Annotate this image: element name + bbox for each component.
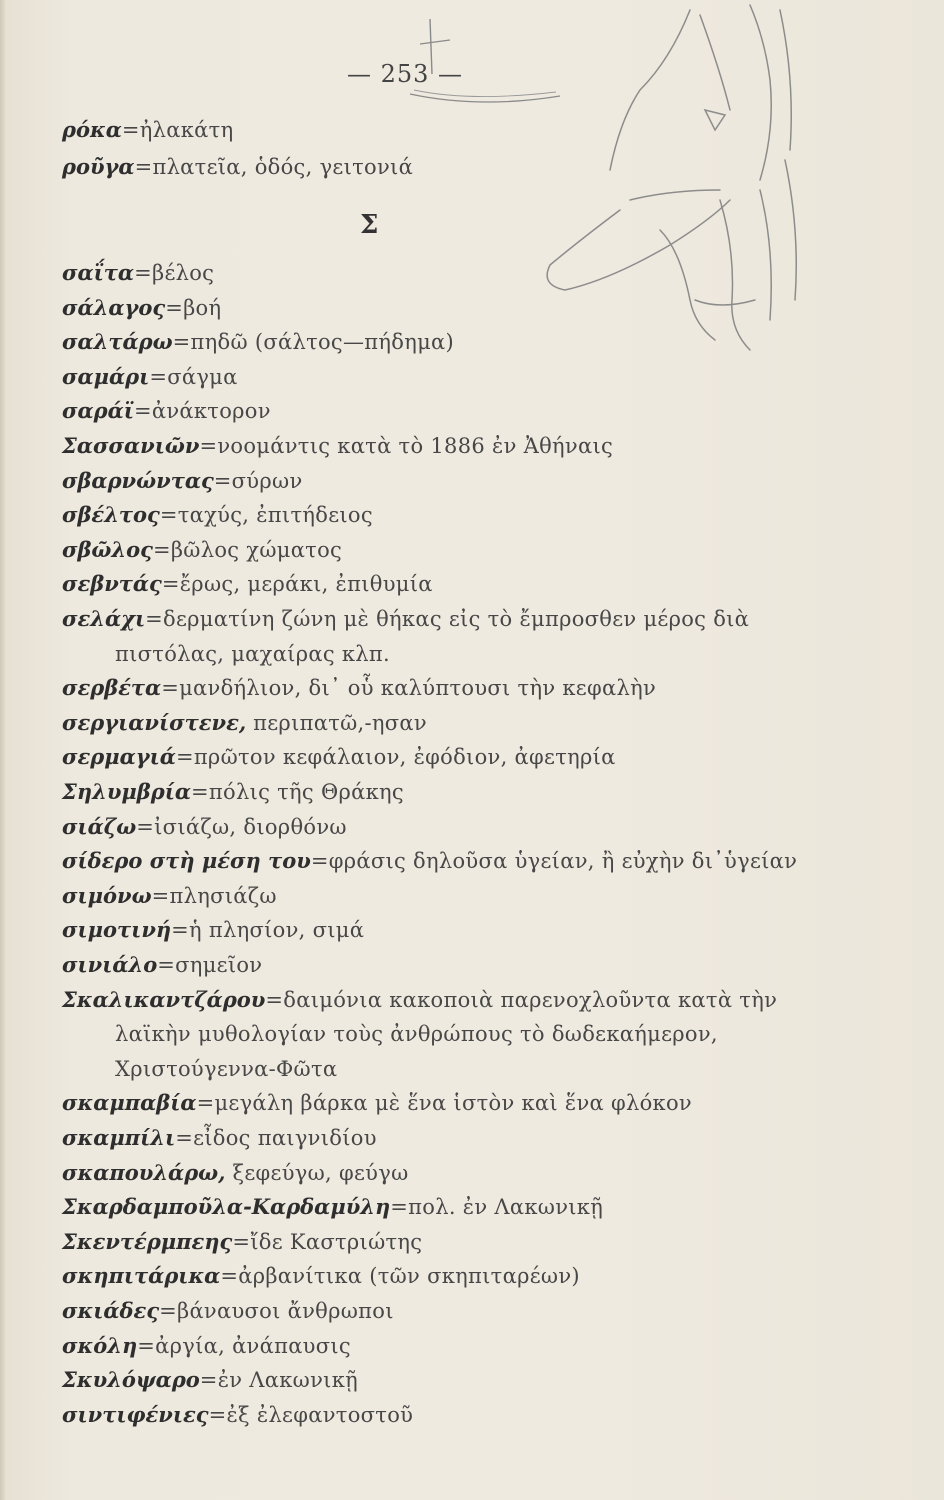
dictionary-entry xyxy=(62,569,433,599)
entry-definition: =σημεῖον xyxy=(157,953,263,977)
entry-definition: =ἀρβανίτικα (τῶν σκηπιταρέων) xyxy=(220,1264,580,1289)
entry-continuation-line xyxy=(115,639,390,669)
entry-definition: =σάγμα xyxy=(149,364,238,389)
entry-definition: =ἐξ ἐλεφαντοστοῦ xyxy=(208,1402,414,1427)
entry-headword: Σκυλόψαρο xyxy=(62,1367,200,1393)
entry-definition: =πρῶτον κεφάλαιον, ἐφόδιον, ἀφετηρία xyxy=(175,745,616,770)
entry-headword: σιμόνω xyxy=(62,882,152,908)
entry-definition: =νοομάντις κατὰ τὸ 1886 ἐν Ἀθήναις xyxy=(199,434,614,458)
dictionary-entry xyxy=(62,950,262,980)
entry-headword: σκαμπίλι xyxy=(62,1125,176,1150)
entry-definition: =ἴδε Καστριώτης xyxy=(232,1229,423,1254)
entry-headword: σίδερο στὴ μέση του xyxy=(62,848,311,874)
entry-headword: σαλτάρω xyxy=(62,329,173,355)
dictionary-entry xyxy=(62,500,373,530)
dictionary-entry xyxy=(62,258,214,288)
dictionary-entry xyxy=(62,1192,603,1222)
entry-definition: περιπατῶ,-ησαν xyxy=(246,710,427,735)
entry-headword: Σασσανιῶν xyxy=(62,433,200,458)
entry-definition: =δερματίνη ζώνη μὲ θήκας εἰς τὸ ἔμπροσθεν μέρος διὰ xyxy=(145,607,750,631)
dictionary-entry xyxy=(62,466,303,496)
entry-headword: σιμοτινή xyxy=(62,917,172,943)
dictionary-entry xyxy=(62,915,364,945)
entry-definition: =βέλος xyxy=(134,261,215,285)
entry-definition: =πλησιάζω xyxy=(151,883,277,908)
dictionary-entry xyxy=(62,396,271,426)
dictionary-entry xyxy=(62,777,404,807)
dictionary-entry xyxy=(62,1123,377,1153)
dictionary-entry xyxy=(62,115,233,145)
entry-headword: σκαπουλάρω, xyxy=(62,1159,226,1185)
entry-headword: σελάχι xyxy=(62,606,146,631)
dictionary-entry xyxy=(62,293,221,323)
entry-definition: =σύρων xyxy=(213,468,303,493)
entry-headword: σκόλη xyxy=(62,1332,138,1358)
entry-definition: =βῶλος χώματος xyxy=(152,537,343,562)
dictionary-entry xyxy=(62,362,238,392)
dictionary-entry xyxy=(62,1158,409,1188)
dictionary-entry xyxy=(62,708,427,738)
entry-headword: Σκαλικαντζάρου xyxy=(62,986,266,1012)
entry-headword: σαμάρι xyxy=(62,363,150,389)
dictionary-entry xyxy=(62,1296,394,1326)
entry-continuation-line xyxy=(115,1054,337,1084)
entry-headword: σαΐτα xyxy=(62,260,135,285)
entry-headword: σεβντάς xyxy=(62,571,162,597)
entry-headword: σβῶλος xyxy=(62,536,153,562)
dictionary-entry xyxy=(62,1227,422,1257)
entry-definition: =πλατεῖα, ὁδός, γειτονιά xyxy=(134,155,414,179)
section-letter-heading: Σ xyxy=(360,210,379,240)
dictionary-entry xyxy=(62,327,454,357)
page-binding-edge xyxy=(0,0,6,1500)
entry-headword: σιάζω xyxy=(62,813,137,839)
entry-definition: =μεγάλη βάρκα μὲ ἕνα ἱστὸν καὶ ἕνα φλόκον xyxy=(196,1091,692,1116)
entry-headword: Σκεντέρμπεης xyxy=(62,1228,233,1254)
entry-headword: σερμαγιά xyxy=(62,744,176,770)
dictionary-entry xyxy=(62,1365,358,1395)
entry-definition: =ἀργία, ἀνάπαυσις xyxy=(137,1333,351,1358)
entry-definition: =ἰσιάζω, διορθόνω xyxy=(136,814,347,839)
entry-definition: =πολ. ἐν Λακωνικῇ xyxy=(390,1195,604,1220)
dictionary-entry xyxy=(62,431,613,461)
dictionary-entry xyxy=(62,1331,351,1361)
pencil-sketch-icon xyxy=(520,0,820,380)
entry-headword: Σκαρδαμποῦλα-Καρδαμύλη xyxy=(62,1194,391,1220)
entry-headword: σβαρνώντας xyxy=(62,467,214,493)
entry-definition: =πόλις τῆς Θράκης xyxy=(191,780,404,804)
entry-definition: =βοή xyxy=(165,295,222,320)
entry-definition: =πηδῶ (σάλτος—πήδημα) xyxy=(172,330,455,355)
dictionary-entry xyxy=(62,985,777,1015)
entry-headword: σκιάδες xyxy=(62,1298,160,1323)
dictionary-entry xyxy=(62,673,656,703)
entry-definition: ξεφεύγω, φεύγω xyxy=(225,1160,409,1185)
dictionary-entry xyxy=(62,881,277,911)
entry-definition: =δαιμόνια κακοποιὰ παρενοχλοῦντα κατὰ τὴν xyxy=(265,987,778,1012)
entry-headword: σιντιφένιες xyxy=(62,1401,209,1427)
entry-headword: ροῦγα xyxy=(62,154,135,179)
entry-definition: =ἡ πλησίον, σιμά xyxy=(171,918,365,943)
entry-headword: σβέλτος xyxy=(62,502,160,528)
page-number: — 253 — xyxy=(346,60,464,88)
entry-headword: σαράϊ xyxy=(62,398,134,424)
entry-headword: ρόκα xyxy=(62,117,122,142)
dictionary-entry xyxy=(62,742,616,772)
dictionary-entry xyxy=(62,1088,692,1118)
entry-headword: Σηλυμβρία xyxy=(62,779,192,804)
entry-headword: σινιάλο xyxy=(62,952,158,977)
entry-definition: λαϊκὴν μυθολογίαν τοὺς ἀνθρώπους τὸ δωδεκαήμερον, xyxy=(115,1022,718,1047)
entry-definition: =ταχύς, ἐπιτήδειος xyxy=(159,503,373,528)
entry-definition: =ἐν Λακωνικῇ xyxy=(199,1368,359,1393)
entry-definition: =μανδήλιον, δι᾽ οὗ καλύπτουσι τὴν κεφαλὴν xyxy=(161,676,657,701)
entry-definition: πιστόλας, μαχαίρας κλπ. xyxy=(115,641,390,666)
dictionary-entry xyxy=(62,812,347,842)
entry-definition: Χριστούγεννα-Φῶτα xyxy=(115,1056,338,1081)
entry-definition: =εἶδος παιγνιδίου xyxy=(175,1126,377,1150)
entry-headword: σάλαγος xyxy=(62,294,166,320)
dictionary-entry xyxy=(62,152,413,182)
dictionary-entry xyxy=(62,535,342,565)
entry-headword: σερβέτα xyxy=(62,675,162,701)
entry-continuation-line xyxy=(115,1019,718,1049)
entry-definition: =φράσις δηλοῦσα ὑγείαν, ἢ εὐχὴν δι᾽ὑγείαν xyxy=(310,849,798,874)
entry-definition: =ἠλακάτη xyxy=(121,118,234,142)
entry-definition: =βάναυσοι ἄνθρωποι xyxy=(159,1299,394,1323)
dictionary-entry xyxy=(62,1400,413,1430)
dictionary-entry xyxy=(62,1261,580,1291)
entry-definition: =ἀνάκτορον xyxy=(133,399,271,424)
dictionary-entry xyxy=(62,604,749,634)
entry-headword: σκαμπαβία xyxy=(62,1090,197,1116)
entry-headword: σκηπιτάρικα xyxy=(62,1263,221,1289)
dictionary-entry xyxy=(62,846,797,876)
entry-headword: σεργιανίστενε, xyxy=(62,709,247,735)
entry-definition: =ἔρως, μεράκι, ἐπιθυμία xyxy=(161,572,433,597)
